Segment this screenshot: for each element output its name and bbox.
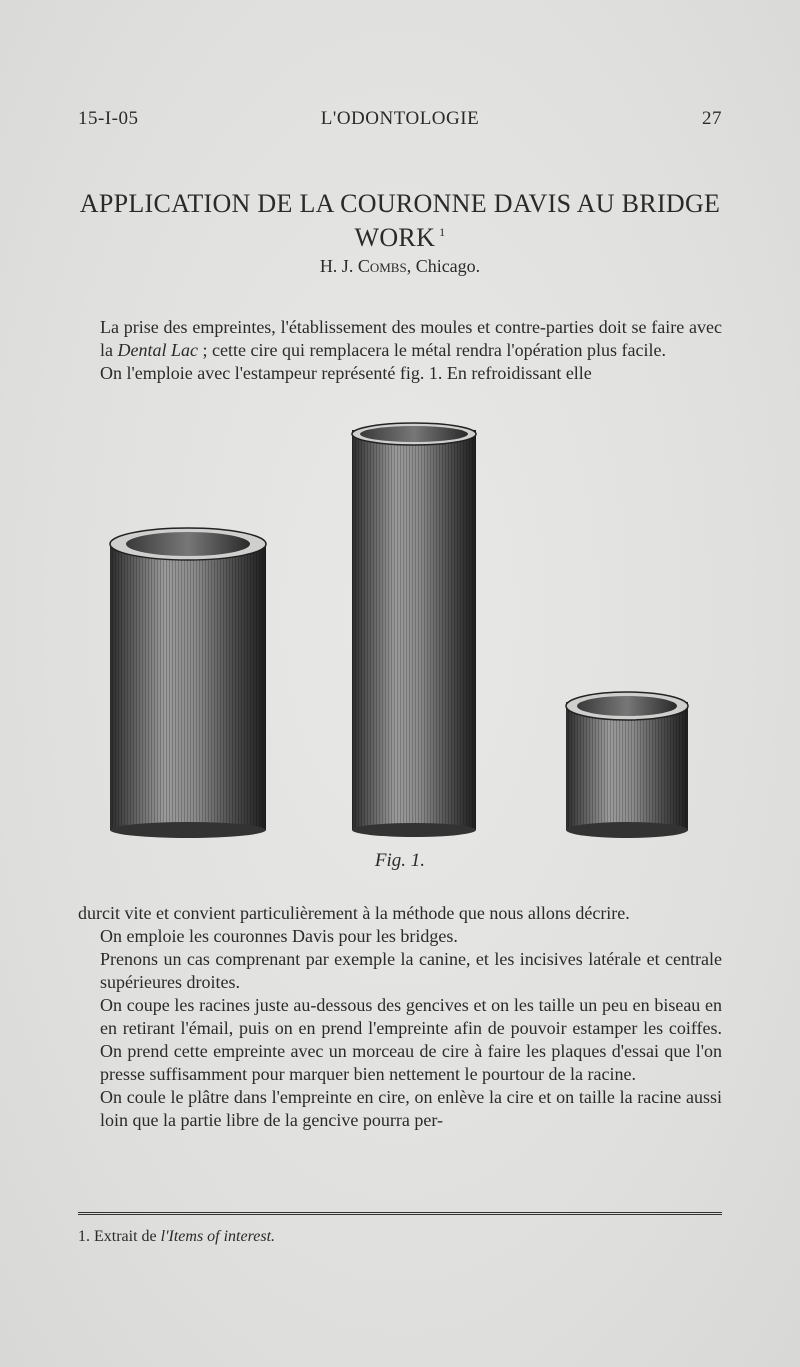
left-cylinder [110,528,266,838]
title-footnote-marker: 1 [439,225,446,239]
paragraph: durcit vite et convient particulièrement à la méthode que nous allons décrire. [78,903,630,923]
paragraph: On coupe les racines juste au-dessous des gencives et on les taille un peu en biseau en en retirant l'émail, puis on en prend l'empreinte afin de pouvoir estamper les coiffes. On prend cette empreinte avec un morceau de cire à faire les plaques d'essai que l'on presse suffisamment pour marquer bien nettement le pourtour de la racine. [100,995,722,1084]
figure-cylinders-illustration [100,420,700,840]
body-text-top [78,316,722,385]
paragraph: On coule le plâtre dans l'empreinte en cire, on enlève la cire et on taille la racine aussi loin que la partie libre de la gencive pourra per- [100,1087,722,1130]
paragraph: Prenons un cas comprenant par exemple la canine, et les incisives latérale et centrale supérieures droites. [100,949,722,992]
footnote-number: 1. [78,1228,90,1245]
journal-title: L'ODONTOLOGIE [320,108,480,129]
author-name: Combs [357,256,407,276]
middle-cylinder [352,423,476,837]
footnote-text: Extrait de [94,1228,161,1245]
paragraph: On emploie les couronnes Davis pour les bridges. [100,926,458,946]
paragraph-italic: Dental Lac [117,340,198,360]
paragraph-text: On l'emploie avec l'estampeur représenté fig. 1. En refroidissant elle [100,363,592,383]
paragraph [78,362,722,385]
page-number: 27 [702,108,722,129]
paragraph-text: ; cette cire qui remplacera le métal rendra l'opération plus facile. [198,340,667,360]
author-initials: H. J. [319,256,354,276]
issue-date: 15-I-05 [78,108,139,129]
footnote [78,1228,722,1246]
right-cylinder [566,692,688,838]
body-text-bottom [78,902,722,1132]
article-title-text: APPLICATION DE LA COURONNE DAVIS AU BRIDGE WORK [79,189,721,252]
paragraph [78,316,722,362]
article-title [60,190,740,252]
running-head [78,108,722,136]
footnote-source: l'Items of interest. [160,1228,276,1245]
paragraph-text: La prise des empreintes, l'établissement des moules et contre-parties doit se faire avec la [100,317,722,360]
footnote-rule [78,1212,722,1215]
author-place: , Chicago. [406,256,481,276]
author-line [0,256,800,277]
figure-caption: Fig. 1. [374,850,426,871]
